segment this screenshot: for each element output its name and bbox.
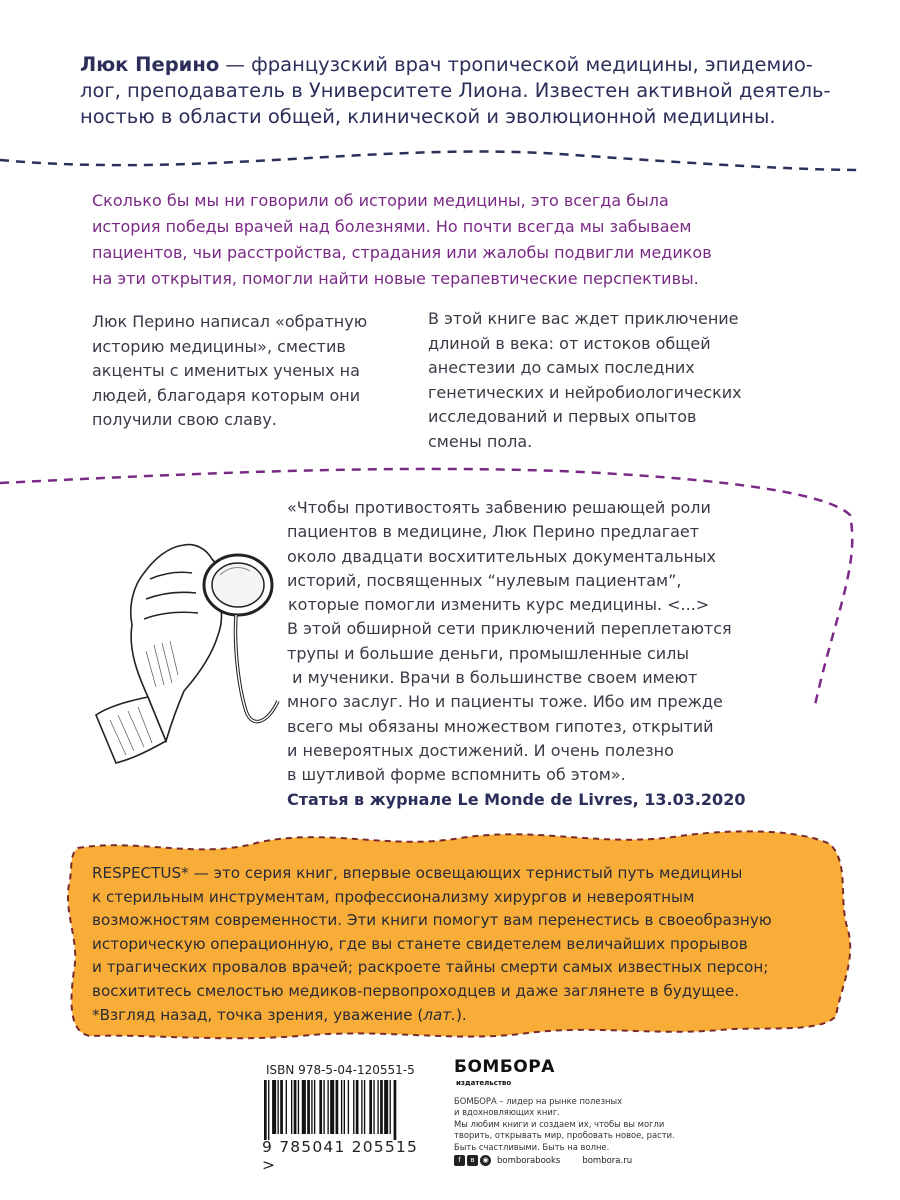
barcode-bar	[341, 1080, 342, 1134]
barcode-image	[262, 1080, 438, 1140]
social-handle[interactable]: bomborabooks	[497, 1155, 561, 1166]
barcode-bar	[280, 1080, 283, 1134]
social-links	[454, 1155, 632, 1166]
barcode-bar	[278, 1080, 279, 1134]
barcode-bar	[268, 1080, 269, 1140]
right-column-line: В этой книге вас ждет приключение	[428, 309, 739, 328]
press-quote	[287, 496, 807, 788]
publisher-blurb-line: БОМБОРА – лидер на рынке полезных	[454, 1096, 623, 1106]
barcode-bar	[361, 1080, 362, 1134]
quote-line: трупы и большие деньги, промышленные силы	[287, 643, 690, 663]
barcode-bar	[272, 1080, 276, 1134]
hand-stethoscope-illustration	[88, 515, 283, 770]
barcode-bar	[291, 1080, 292, 1134]
blurb-line: Сколько бы мы ни говорили об истории медицины, это всегда была	[92, 191, 669, 210]
publisher-subtitle: издательство	[456, 1079, 512, 1087]
barcode-bar	[311, 1080, 312, 1134]
left-column-line: акценты с именитых ученых на	[92, 361, 360, 380]
author-intro	[80, 52, 840, 130]
right-column-line: смены пола.	[428, 431, 533, 451]
barcode-bar	[323, 1080, 324, 1134]
top-dashed-divider	[0, 140, 900, 190]
quote-source: Статья в журнале Le Monde de Livres, 13.03.2020	[287, 790, 746, 809]
publisher-blurb-line: творить, открывать мир, пробовать новое, расти.	[454, 1130, 675, 1141]
barcode-bar	[344, 1080, 345, 1134]
blurb-line: на эти открытия, помогли найти новые терапевтические перспективы.	[92, 269, 699, 288]
left-column-line: историю медицины», сместив	[92, 336, 346, 356]
series-line: историческую операционную, где вы станете свидетелем величайших прорывов	[92, 934, 748, 953]
quote-line: всего мы обязаны множеством гипотез, открытий	[287, 716, 714, 736]
barcode-bar	[294, 1080, 297, 1134]
left-column-text	[92, 310, 412, 433]
barcode-bar	[319, 1080, 322, 1134]
footnote-italic: лат.	[423, 1005, 456, 1024]
barcode-digits: 9 785041 205515 >	[262, 1138, 419, 1174]
series-footnote	[92, 1004, 792, 1028]
barcode-bar	[373, 1080, 374, 1134]
barcode-bar	[364, 1080, 365, 1134]
quote-line: В этой обширной сети приключений переплетаются	[287, 619, 732, 639]
barcode-bar	[286, 1080, 287, 1134]
barcode-bar	[302, 1080, 306, 1134]
left-column-line: людей, благодаря которым они	[92, 385, 361, 405]
footnote-prefix: *Взгляд назад, точка зрения, уважение (	[92, 1005, 424, 1024]
quote-line: пациентов в медицине, Люк Перино предлагает	[287, 522, 700, 542]
publisher-blurb-line: Мы любим книги и создаем их, чтобы вы могли	[454, 1118, 665, 1129]
barcode-bar	[353, 1080, 354, 1134]
right-column-line: исследований и первых опытов	[428, 407, 697, 426]
series-line: возможностям современности. Эти книги помогут вам перенестись в своеобразную	[92, 911, 772, 930]
vk-icon[interactable]: в	[467, 1155, 478, 1166]
quote-line: в шутливой форме вспомнить об этом».	[287, 765, 626, 785]
quote-line: и невероятных достижений. И очень полезно	[287, 740, 674, 760]
right-column-text	[428, 307, 788, 454]
publisher-website[interactable]: bombora.ru	[582, 1155, 633, 1166]
blurb-line: история победы врачей над болезнями. Но почти всегда мы забываем	[92, 217, 692, 236]
barcode-bar	[307, 1080, 310, 1134]
right-column-line: длиной в века: от истоков общей	[428, 333, 711, 353]
series-line: RESPECTUS* — это серия книг, впервые освещающих тернистый путь медицины	[92, 864, 743, 882]
barcode-bar	[356, 1080, 359, 1134]
right-column-line: генетических и нейробиологических	[428, 382, 742, 402]
isbn-label: ISBN 978-5-04-120551-5	[266, 1063, 415, 1077]
barcode-bar	[298, 1080, 299, 1134]
facebook-icon[interactable]: f	[454, 1155, 465, 1166]
book-blurb	[92, 188, 852, 292]
left-column-line: Люк Перино написал «обратную	[92, 312, 368, 331]
publisher-blurb	[454, 1096, 694, 1153]
barcode-bar	[327, 1080, 328, 1134]
series-description	[92, 862, 792, 1027]
barcode-bar	[380, 1080, 383, 1134]
barcode-bar	[336, 1080, 339, 1134]
barcode-bar	[369, 1080, 372, 1134]
author-bio: — французский врач тропической медицины, эпидемио-лог, преподаватель в Университете Лиона. Известен активной деятель-ностью в области общей, клинической и эволюционной медицины.	[80, 53, 831, 128]
publisher-logo: БОМБОРА	[454, 1057, 555, 1077]
series-line: восхититесь смелостью медиков-первопроходцев и даже заглянете в будущее.	[92, 981, 740, 1000]
publisher-blurb-line: Быть счастливыми. Быть на волне.	[454, 1141, 610, 1152]
publisher-blurb-line: и вдохновляющих книг.	[454, 1107, 560, 1118]
left-column-line: получили свою славу.	[92, 410, 277, 429]
quote-line: и мученики. Врачи в большинстве своем имеют	[287, 668, 698, 688]
right-column-line: анестезии до самых последних	[428, 358, 695, 377]
barcode-bar	[314, 1080, 315, 1134]
author-name: Люк Перино	[80, 53, 220, 76]
footnote-suffix: ).	[455, 1005, 467, 1024]
series-line: и трагических провалов врачей; раскроете тайны смерти самых известных персон;	[92, 958, 769, 977]
barcode-bar	[377, 1080, 378, 1134]
instagram-icon[interactable]: ◉	[480, 1155, 491, 1166]
quote-line: много заслуг. Но и пациенты тоже. Ибо им прежде	[287, 692, 723, 712]
barcode-bar	[330, 1080, 334, 1134]
barcode-bar	[348, 1080, 349, 1134]
series-line: к стерильным инструментам, профессионализму хирургов и невероятным	[92, 887, 695, 906]
quote-line: которые помогли изменить курс медицины. <...>	[288, 595, 710, 615]
barcode-bar	[384, 1080, 388, 1134]
blurb-line: пациентов, чьи расстройства, страдания или жалобы подвигли медиков	[92, 243, 712, 262]
quote-line: около двадцати восхитительных документальных	[287, 546, 716, 566]
barcode-bar	[390, 1080, 391, 1134]
quote-line: историй, посвященных “нулевым пациентам”,	[287, 570, 682, 590]
quote-line: «Чтобы противостоять забвению решающей роли	[287, 498, 711, 517]
barcode-bar	[264, 1080, 267, 1140]
barcode-bar	[394, 1080, 397, 1140]
